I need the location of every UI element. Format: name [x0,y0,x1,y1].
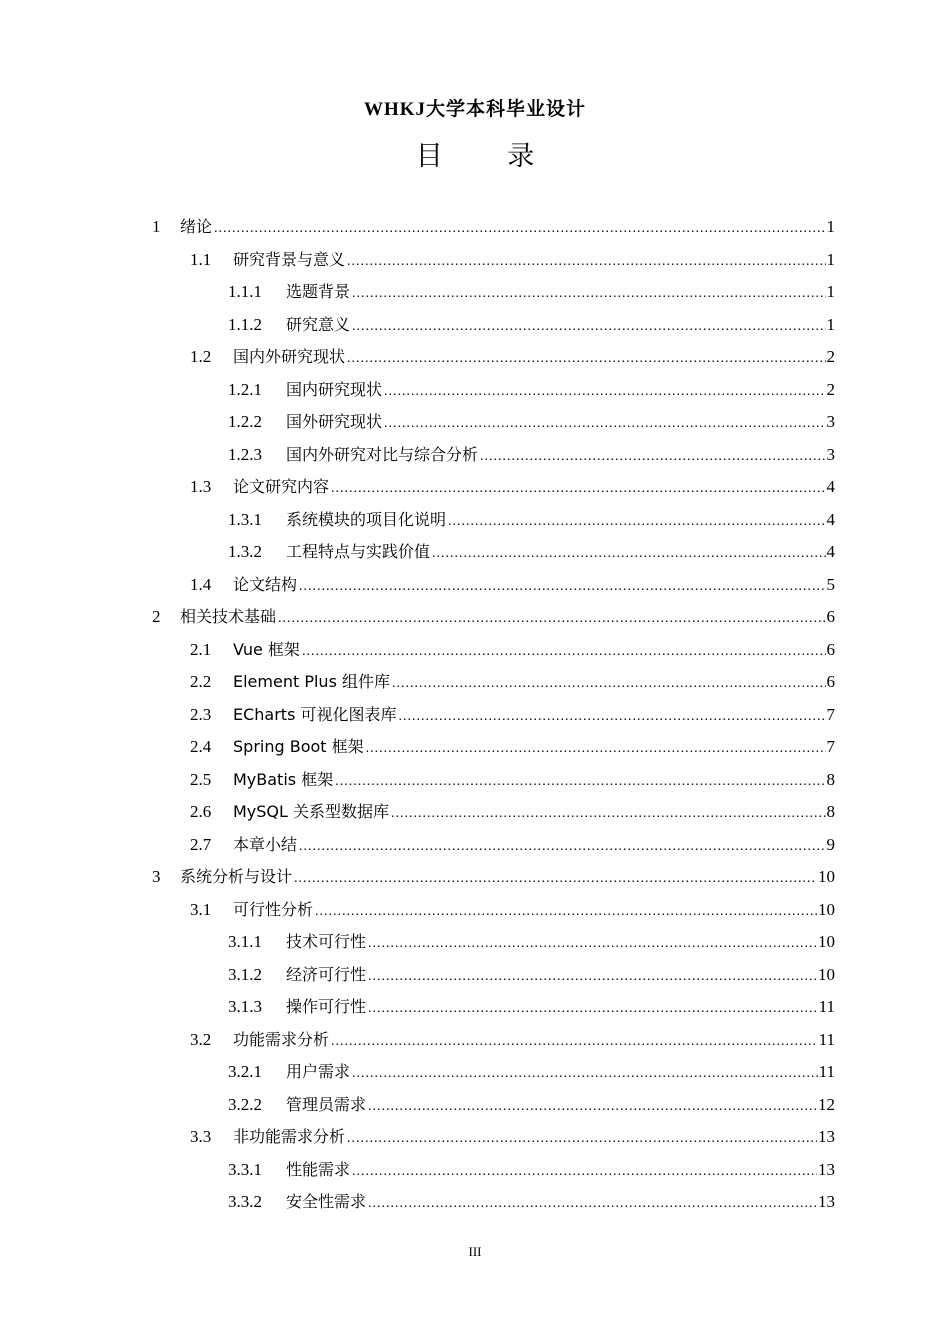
toc-entry-label: 系统模块的项目化说明 [286,509,447,529]
toc-entry-label: 论文研究内容 [233,477,330,496]
toc-entry-page: 11 [818,997,835,1016]
toc-entry-label: 功能需求分析 [233,1029,330,1049]
toc-entry-number: 2.7 [190,834,212,854]
toc-entry-number: 3.2 [190,1029,212,1049]
toc-entry-page: 3 [826,412,835,431]
toc-entry[interactable] [152,862,835,892]
toc-entry-label: Spring Boot 框架 [233,737,364,756]
toc-entry[interactable] [190,472,835,502]
toc-entry[interactable] [228,927,835,957]
toc-entry-page: 1 [826,282,835,301]
toc-entry-page: 2 [826,347,835,366]
toc-entry[interactable] [228,440,835,470]
toc-entry-page: 10 [818,964,835,984]
toc-entry-page: 10 [818,867,835,886]
toc-dot-leader [368,929,817,959]
toc-entry-page: 11 [818,1029,835,1049]
toc-entry-number: 1.1 [190,249,212,269]
toc-entry[interactable] [190,830,835,860]
toc-entry[interactable] [190,570,835,600]
toc-entry[interactable] [228,505,835,535]
toc-entry[interactable] [152,212,835,242]
toc-dot-leader [299,572,825,602]
toc-entry-number: 1.3.2 [228,542,262,561]
toc-entry-label: 国外研究现状 [286,412,383,431]
toc-entry-page: 6 [826,672,835,691]
toc-dot-leader [392,669,826,699]
toc-entry-page: 13 [818,1159,835,1179]
toc-entry-page: 7 [826,737,835,756]
toc-dot-leader [432,539,825,569]
toc-entry-number: 1.1.1 [228,282,262,301]
toc-entry[interactable] [228,960,835,990]
page-number: III [468,1244,482,1259]
toc-dot-leader [391,799,825,829]
toc-entry-number: 3.1.2 [228,964,262,984]
toc-entry-label: 安全性需求 [286,1192,367,1211]
toc-entry-label: 技术可行性 [286,932,367,951]
toc-entry-page: 2 [826,379,835,399]
toc-entry[interactable] [228,310,835,340]
toc-entry-page: 4 [826,509,835,529]
toc-entry-label: 论文结构 [233,574,298,594]
toc-entry-label: 相关技术基础 [180,607,277,626]
toc-dot-leader [347,247,825,277]
toc-entry-page: 10 [818,932,835,951]
toc-entry-number: 2.1 [190,639,212,659]
toc-entry-number: 1 [152,217,161,236]
toc-entry-number: 1.2.2 [228,412,262,431]
toc-entry[interactable] [190,667,835,697]
toc-dot-leader [347,1124,817,1154]
toc-entry-number: 2.3 [190,704,212,724]
toc-entry-page: 10 [818,899,835,919]
toc-entry-page: 3 [826,444,835,464]
toc-entry-label: MySQL 关系型数据库 [233,802,390,821]
toc-entry[interactable] [228,1187,835,1217]
toc-entry-page: 4 [826,542,835,561]
toc-entry-label: 操作可行性 [286,997,367,1016]
toc-entry-label: Vue 框架 [233,639,300,659]
toc-dot-leader [352,312,825,342]
toc-entry-label: 本章小结 [233,834,298,854]
toc-dot-leader [302,637,826,667]
toc-entry[interactable] [190,1122,835,1152]
toc-entry-number: 1.1.2 [228,314,262,334]
toc-dot-leader [299,832,825,862]
toc-dot-leader [214,214,825,244]
toc-entry-label: 工程特点与实践价值 [286,542,431,561]
toc-entry-page: 8 [826,769,835,789]
toc-dot-leader [384,409,825,439]
toc-entry-page: 1 [826,249,835,269]
toc-entry[interactable] [190,895,835,925]
toc-dot-leader [384,377,825,407]
toc-entry-label: 管理员需求 [286,1094,367,1114]
toc-entry-label: MyBatis 框架 [233,769,334,789]
toc-entry-label: 非功能需求分析 [233,1127,346,1146]
toc-entry-number: 1.3 [190,477,212,496]
toc-dot-leader [331,1027,818,1057]
toc-entry-number: 1.4 [190,574,212,594]
toc-entry-page: 8 [826,802,835,821]
toc-entry[interactable] [228,407,835,437]
toc-entry-label: ECharts 可视化图表库 [233,704,397,724]
toc-dot-leader [480,442,825,472]
toc-entry[interactable] [228,375,835,405]
toc-entry-number: 1.2 [190,347,212,366]
toc-entry-number: 2.4 [190,737,212,756]
toc-entry-number: 1.2.3 [228,444,262,464]
toc-dot-leader [294,864,817,894]
toc-entry-label: 经济可行性 [286,964,367,984]
toc-entry-number: 1.2.1 [228,379,262,399]
toc-dot-leader [368,962,817,992]
toc-entry-number: 2.2 [190,672,212,691]
toc-entry[interactable] [190,342,835,372]
toc-entry-number: 3.3 [190,1127,212,1146]
toc-entry-number: 2 [152,607,161,626]
page-header: WHKJ大学本科毕业设计 [363,99,587,120]
toc-entry[interactable] [228,992,835,1022]
toc-entry-label: 用户需求 [286,1062,351,1081]
toc-dot-leader [366,734,826,764]
toc-entry-label: 研究背景与意义 [233,249,346,269]
toc-entry-page: 13 [818,1127,835,1146]
toc-dot-leader [315,897,817,927]
toc-entry[interactable] [228,277,835,307]
toc-entry-number: 2.5 [190,769,212,789]
toc-entry-page: 12 [818,1094,835,1114]
toc-entry-page: 4 [826,477,835,496]
toc-entry-page: 13 [818,1192,835,1211]
toc-dot-leader [347,344,825,374]
toc-entry-label: 系统分析与设计 [180,867,293,886]
toc-entry[interactable] [190,635,835,665]
toc-dot-leader [368,1092,817,1122]
toc-dot-leader [278,604,825,634]
toc-entry-label: 国内研究现状 [286,379,383,399]
toc-entry-number: 3.3.1 [228,1159,262,1179]
toc-entry[interactable] [228,537,835,567]
toc-entry[interactable] [228,1155,835,1185]
toc-entry[interactable] [190,732,835,762]
toc-entry-number: 3.1.3 [228,997,262,1016]
toc-dot-leader [335,767,825,797]
toc-entry-page: 6 [826,607,835,626]
toc-entry-label: 可行性分析 [233,899,314,919]
toc-dot-leader [448,507,825,537]
toc-dot-leader [399,702,826,732]
toc-entry[interactable] [190,765,835,795]
toc-entry[interactable] [190,1025,835,1055]
toc-dot-leader [331,474,825,504]
toc-entry-page: 6 [826,639,835,659]
toc-entry-label: 选题背景 [286,282,351,301]
toc-entry[interactable] [228,1057,835,1087]
toc-entry-label: 性能需求 [286,1159,351,1179]
toc-entry[interactable] [190,797,835,827]
toc-entry-label: Element Plus 组件库 [233,672,390,691]
toc-entry-number: 3.2.2 [228,1094,262,1114]
toc-entry-number: 3.3.2 [228,1192,262,1211]
toc-entry-number: 2.6 [190,802,212,821]
toc-entry-number: 3.1.1 [228,932,262,951]
toc-entry-page: 1 [826,217,835,236]
toc-entry-page: 5 [826,574,835,594]
toc-entry-page: 1 [826,314,835,334]
toc-entry-number: 1.3.1 [228,509,262,529]
toc-entry-label: 国内外研究现状 [233,347,346,366]
toc-entry[interactable] [228,1090,835,1120]
toc-entry[interactable] [190,245,835,275]
toc-entry[interactable] [152,602,835,632]
toc-dot-leader [352,279,825,309]
toc-entry[interactable] [190,700,835,730]
toc-entry-page: 11 [818,1062,835,1081]
toc-dot-leader [368,994,818,1024]
toc-entry-page: 9 [826,834,835,854]
toc-entry-page: 7 [826,704,835,724]
toc-entry-label: 国内外研究对比与综合分析 [286,444,479,464]
toc-title: 目 录 [415,141,563,172]
toc-entry-number: 3.1 [190,899,212,919]
toc-entry-number: 3.2.1 [228,1062,262,1081]
toc-entry-number: 3 [152,867,161,886]
toc-dot-leader [352,1059,818,1089]
toc-dot-leader [352,1157,817,1187]
toc-entry-label: 研究意义 [286,314,351,334]
toc-entry-label: 绪论 [180,217,213,236]
toc-dot-leader [368,1189,817,1219]
